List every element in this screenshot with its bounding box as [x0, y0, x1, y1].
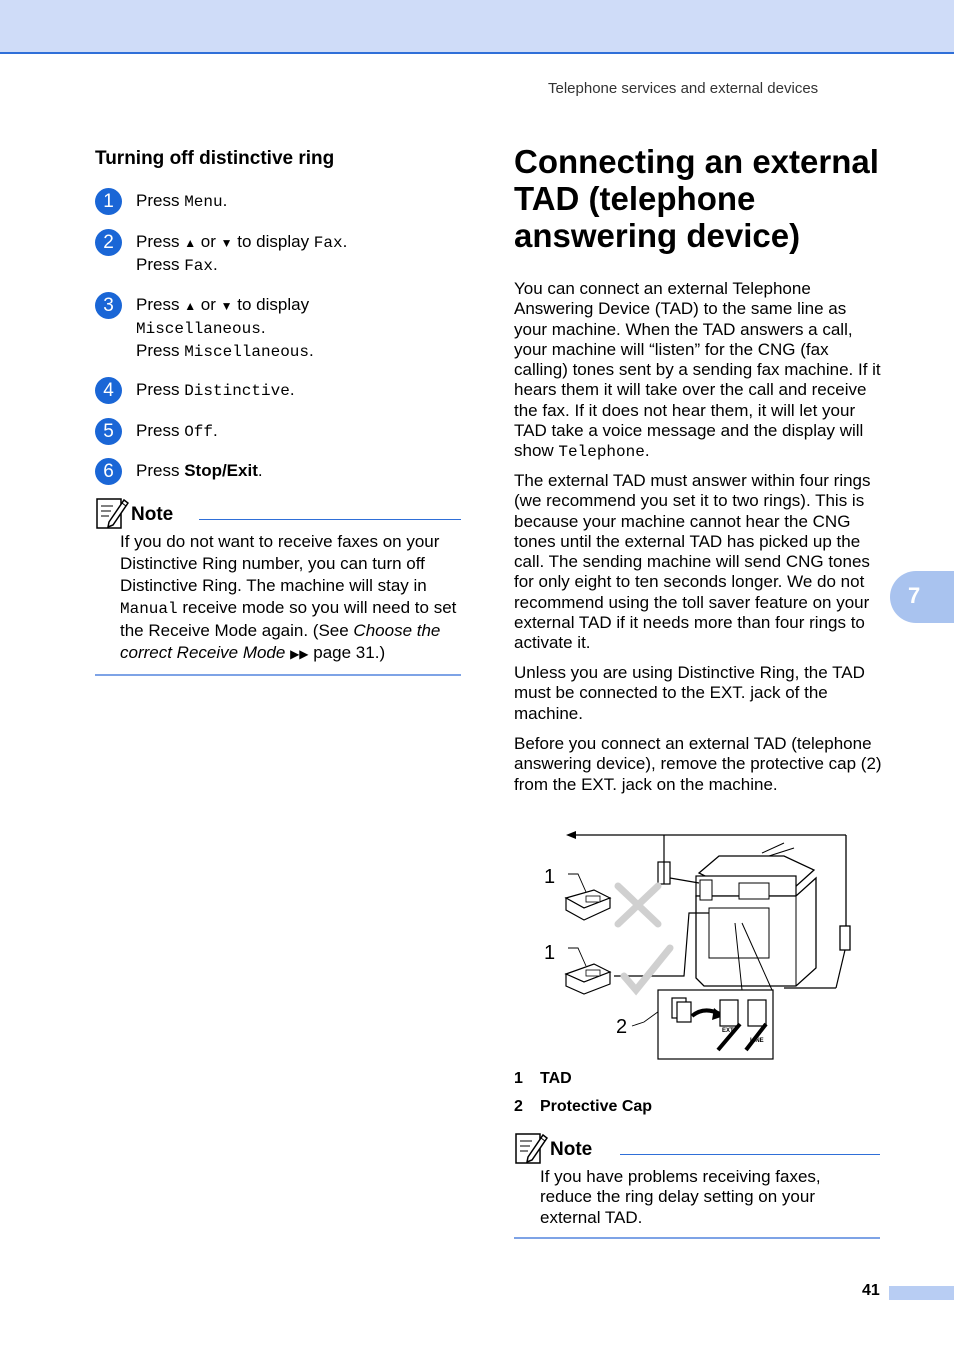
jack-label-line: LINE — [750, 1038, 764, 1044]
step-number: 1 — [95, 188, 122, 215]
up-arrow-icon: ▲ — [184, 299, 197, 313]
paragraph-4: Before you connect an external TAD (telephone answering device), remove the protective cap (2) from the EXT. jack on the machine. — [514, 734, 882, 794]
tad-device-icon — [566, 964, 610, 994]
lcd-text: Fax — [184, 257, 213, 275]
lcd-text: Off — [184, 423, 213, 441]
page-header-band — [0, 0, 954, 54]
page-number-tab — [889, 1286, 954, 1300]
lcd-text: Telephone — [558, 443, 645, 462]
lcd-text: Distinctive — [184, 382, 290, 400]
check-mark-icon — [624, 948, 670, 990]
tad-device-icon — [566, 890, 610, 920]
paragraph-3: Unless you are using Distinctive Ring, the TAD must be connected to the EXT. jack of the machine. — [514, 663, 865, 723]
step-number: 2 — [95, 229, 122, 256]
step-text: Press Menu. — [136, 191, 228, 211]
tad-diagram — [514, 828, 874, 1064]
note-label: Note — [131, 504, 174, 525]
step-number: 3 — [95, 292, 122, 319]
jack-label-ext: EXT — [722, 1028, 734, 1034]
step-text: Press Stop/Exit. — [136, 461, 263, 480]
fax-machine-icon — [696, 843, 816, 986]
chapter-title: Connecting an external TAD (telephone answering device) — [514, 143, 879, 254]
note-bottom-rule — [95, 674, 461, 676]
page-number: 41 — [862, 1282, 880, 1299]
note-box — [95, 496, 461, 678]
lcd-text: Miscellaneous — [136, 320, 261, 338]
wall-jack-icon — [840, 926, 850, 950]
note-bottom-rule — [514, 1237, 880, 1239]
step-number: 4 — [95, 377, 122, 404]
step-text: Press ▲ or ▼ to display Fax. Press Fax. — [136, 232, 348, 275]
down-arrow-icon: ▼ — [220, 299, 233, 313]
step-4 — [95, 379, 475, 402]
step-2 — [95, 231, 475, 277]
step-text: Press Off. — [136, 421, 218, 441]
note-box — [514, 1131, 880, 1241]
running-header: Telephone services and external devices — [548, 80, 819, 97]
step-text: Press Distinctive. — [136, 380, 295, 400]
lcd-text: Fax — [313, 234, 343, 252]
note-rule — [199, 519, 461, 520]
note-rule — [620, 1154, 880, 1155]
step-number: 5 — [95, 418, 122, 445]
ext-jack-icon — [720, 1000, 738, 1026]
step-5 — [95, 420, 475, 443]
line-jack-icon — [748, 1000, 766, 1026]
step-number: 6 — [95, 458, 122, 485]
down-arrow-icon: ▼ — [220, 236, 233, 250]
note-pencil-icon — [95, 496, 129, 530]
note-text: If you do not want to receive faxes on your Distinctive Ring number, you can turn off Distinctive Ring. The machine will stay in Manual receive mode so you will need to set the Receive Mode again. (See Choose the correct Receive Mode ▶▶ page 31.) — [120, 532, 457, 662]
step-text: Press ▲ or ▼ to display Miscellaneous. Press Miscellaneous. — [136, 295, 314, 361]
lcd-text: Manual — [120, 600, 178, 618]
note-text: If you have problems receiving faxes, reduce the ring delay setting on your external TAD. — [540, 1167, 821, 1227]
chapter-tab[interactable]: 7 — [890, 571, 954, 623]
line-arrowhead-icon — [566, 831, 576, 839]
cross-reference-link[interactable]: Choose the correct Receive Mode — [120, 621, 441, 662]
lcd-text: Miscellaneous — [184, 343, 310, 361]
paragraph-1: You can connect an external Telephone Answering Device (TAD) to the same line as your machine. When the TAD answers a call, your machine will “listen” for the CNG (fax calling) tones sent by a sending fax machine. If it hears them it will take over the call and receive the fax. If it does not hear them, it will let your TAD take a voice message and the display will show Telephone. — [514, 279, 881, 462]
paragraph-2: The external TAD must answer within four rings (we recommend you set it to two rings). This is because your machine cannot hear the CNG tones until the external TAD has picked up the call. The sending machine will send CNG tones for only eight to ten seconds longer. We do not recommend using the toll saver feature on your external TAD if it needs more than four rings to activate it. — [514, 471, 871, 653]
up-arrow-icon: ▲ — [184, 236, 197, 250]
note-pencil-icon — [514, 1131, 548, 1165]
key-name: Stop/Exit — [184, 461, 258, 480]
callout-label: 2 — [616, 1016, 628, 1038]
step-6 — [95, 460, 475, 481]
protective-cap-icon — [672, 998, 691, 1022]
callout-label: 1 — [544, 942, 556, 964]
note-label: Note — [550, 1139, 593, 1160]
legend-item: 1 TAD — [514, 1070, 572, 1087]
step-3 — [95, 294, 475, 363]
lcd-text: Menu — [184, 193, 223, 211]
tad-connection-figure — [514, 828, 874, 1064]
callout-label: 1 — [544, 866, 556, 888]
cross-mark-icon — [618, 886, 658, 924]
legend-item: 2 Protective Cap — [514, 1098, 653, 1115]
section-title: Turning off distinctive ring — [95, 148, 335, 169]
step-1 — [95, 190, 475, 213]
double-arrow-icon: ▶▶ — [290, 647, 309, 661]
